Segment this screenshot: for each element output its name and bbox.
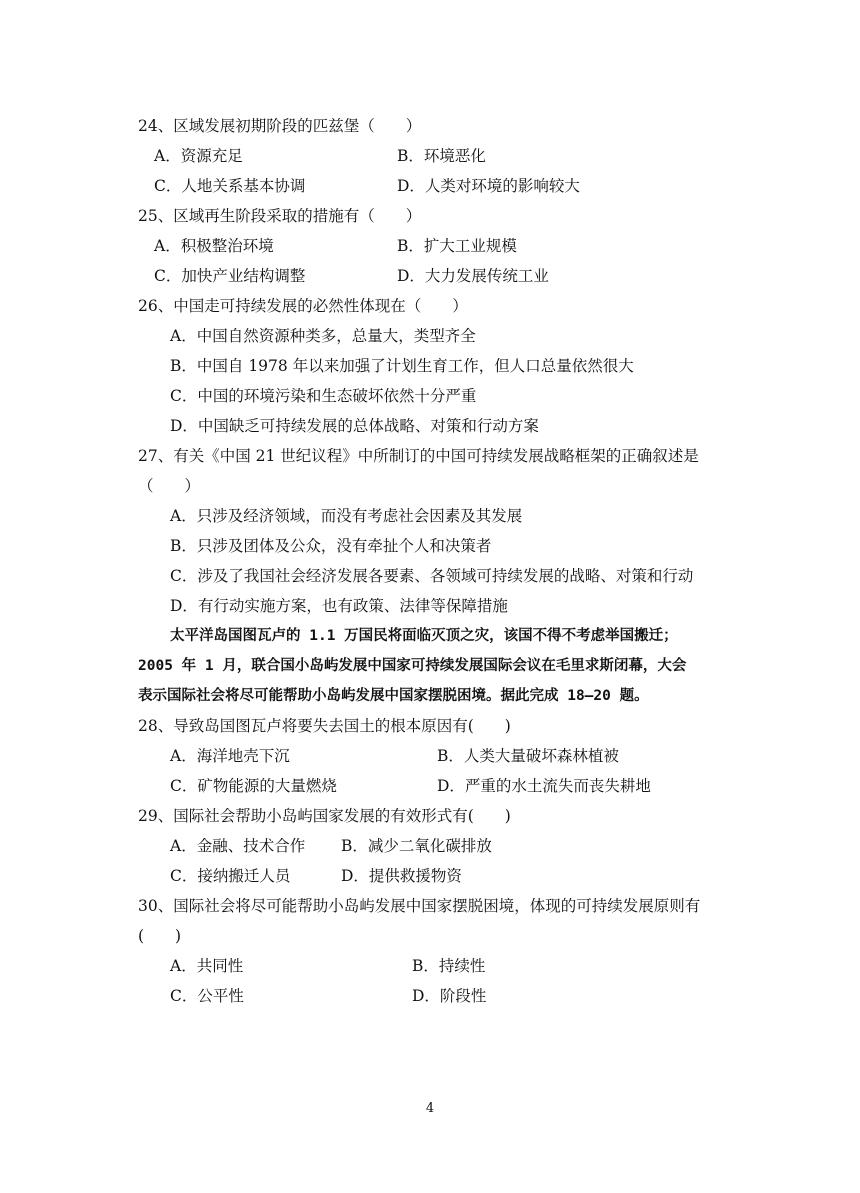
question-28-option-d: D．严重的水土流失而丧失耕地 — [437, 777, 651, 795]
question-25-option-c: C．加快产业结构调整 — [154, 267, 306, 285]
question-30-option-b: B．持续性 — [412, 957, 486, 975]
question-26-option-d: D．中国缺乏可持续发展的总体战略、对策和行动方案 — [170, 417, 539, 435]
question-27-option-d: D．有行动实施方案，也有政策、法律等保障措施 — [170, 597, 508, 615]
question-30-option-c: C．公平性 — [170, 987, 244, 1005]
question-27-stem-continued: （ ） — [138, 477, 201, 495]
question-29-option-d: D．提供救援物资 — [341, 867, 462, 885]
passage-line-2: 2005 年 1 月，联合国小岛屿发展中国家可持续发展国际会议在毛里求斯闭幕，大会 — [138, 658, 687, 674]
question-24-option-a: A．资源充足 — [154, 147, 243, 165]
question-24-option-c: C．人地关系基本协调 — [154, 177, 306, 195]
question-30-stem-continued: ( ) — [138, 927, 182, 945]
question-26-option-b: B．中国自 1978 年以来加强了计划生育工作，但人口总量依然很大 — [170, 357, 634, 375]
question-28-option-a: A．海洋地壳下沉 — [170, 747, 290, 765]
question-26-stem: 26、中国走可持续发展的必然性体现在（ ） — [138, 297, 468, 315]
question-24-option-b: B．环境恶化 — [397, 147, 486, 165]
question-27-option-b: B．只涉及团体及公众，没有牵扯个人和决策者 — [170, 537, 492, 555]
question-28-option-b: B．人类大量破坏森林植被 — [437, 747, 619, 765]
question-24-option-d: D．人类对环境的影响较大 — [397, 177, 580, 195]
question-29-stem: 29、国际社会帮助小岛屿国家发展的有效形式有( ) — [138, 807, 511, 825]
page-number: 4 — [425, 1101, 435, 1116]
question-30-option-d: D．阶段性 — [412, 987, 487, 1005]
question-27-stem: 27、有关《中国 21 世纪议程》中所制订的中国可持续发展战略框架的正确叙述是 — [138, 447, 699, 465]
question-25-stem: 25、区域再生阶段采取的措施有（ ） — [138, 207, 422, 225]
question-27-option-c: C．涉及了我国社会经济发展各要素、各领域可持续发展的战略、对策和行动 — [170, 567, 694, 585]
question-25-option-a: A．积极整治环境 — [154, 237, 274, 255]
question-26-option-a: A．中国自然资源种类多，总量大，类型齐全 — [170, 327, 476, 345]
question-29-option-a: A．金融、技术合作 — [170, 837, 306, 855]
question-30-option-a: A．共同性 — [170, 957, 244, 975]
question-30-stem: 30、国际社会将尽可能帮助小岛屿发展中国家摆脱困境，体现的可持续发展原则有 — [138, 897, 701, 915]
question-29-option-c: C．接纳搬迁人员 — [170, 867, 291, 885]
passage-line-3: 表示国际社会将尽可能帮助小岛屿发展中国家摆脱困境。据此完成 18—20 题。 — [138, 688, 649, 704]
question-26-option-c: C．中国的环境污染和生态破坏依然十分严重 — [170, 387, 477, 405]
passage-line-1: 太平洋岛国图瓦卢的 1.1 万国民将面临灭顶之灾，该国不得不考虑举国搬迁； — [170, 628, 678, 644]
question-28-stem: 28、导致岛国图瓦卢将要失去国土的根本原因有( ) — [138, 717, 511, 735]
question-27-option-a: A．只涉及经济领域，而没有考虑社会因素及其发展 — [170, 507, 523, 525]
question-29-option-b: B．减少二氧化碳排放 — [341, 837, 492, 855]
question-28-option-c: C．矿物能源的大量燃烧 — [170, 777, 337, 795]
question-25-option-d: D．大力发展传统工业 — [397, 267, 549, 285]
question-24-stem: 24、区域发展初期阶段的匹兹堡（ ） — [138, 117, 422, 135]
question-25-option-b: B．扩大工业规模 — [397, 237, 517, 255]
